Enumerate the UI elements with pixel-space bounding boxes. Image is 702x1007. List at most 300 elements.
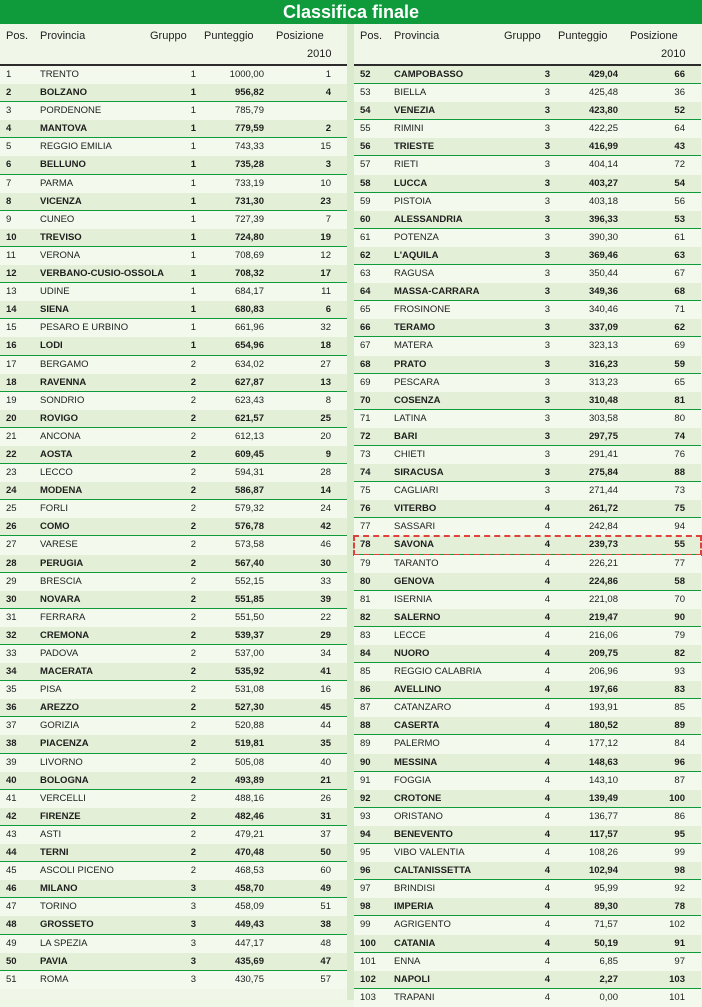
table-row [354, 536, 701, 554]
table-row [354, 862, 701, 880]
row-provincia: RIETI [394, 159, 419, 171]
row-gruppo: 3 [544, 123, 550, 135]
row-pos: 76 [360, 503, 371, 515]
row-pos: 51 [6, 973, 17, 985]
row-posizione-2010: 40 [320, 756, 331, 768]
row-pos: 89 [360, 738, 371, 750]
row-punteggio: 488,16 [234, 792, 264, 804]
header-gruppo: Gruppo [504, 30, 541, 42]
table-row [354, 808, 701, 826]
row-pos: 7 [6, 177, 12, 189]
row-pos: 58 [360, 177, 371, 189]
row-punteggio: 576,78 [234, 521, 264, 533]
row-provincia: BENEVENTO [394, 828, 453, 840]
row-provincia: ROVIGO [40, 412, 79, 424]
row-gruppo: 2 [190, 467, 196, 479]
row-gruppo: 4 [544, 901, 550, 913]
row-punteggio: 470,48 [234, 847, 264, 859]
row-posizione-2010: 90 [674, 611, 685, 623]
row-posizione-2010: 29 [320, 629, 331, 641]
row-provincia: NAPOLI [394, 973, 430, 985]
table-row [0, 844, 347, 862]
row-provincia: ASCOLI PICENO [40, 865, 114, 877]
row-gruppo: 2 [190, 629, 196, 641]
row-pos: 37 [6, 720, 17, 732]
row-punteggio: 313,23 [588, 376, 618, 388]
row-provincia: PESCARA [394, 376, 440, 388]
table-row [0, 500, 347, 518]
row-provincia: SALERNO [394, 611, 441, 623]
row-pos: 23 [6, 467, 17, 479]
row-posizione-2010: 54 [674, 177, 685, 189]
row-punteggio: 216,06 [588, 629, 618, 641]
row-provincia: FERRARA [40, 611, 86, 623]
row-punteggio: 735,28 [234, 159, 264, 171]
row-provincia: LECCO [40, 467, 73, 479]
table-row [354, 591, 701, 609]
table-row [0, 627, 347, 645]
row-posizione-2010: 31 [320, 810, 331, 822]
row-posizione-2010: 81 [674, 394, 685, 406]
row-pos: 85 [360, 666, 371, 678]
row-gruppo: 3 [190, 919, 196, 931]
header-posizione: Posizione [630, 30, 678, 42]
row-posizione-2010: 19 [320, 231, 331, 243]
row-gruppo: 1 [190, 195, 196, 207]
row-punteggio: 423,80 [588, 105, 618, 117]
header-anno: 2010 [307, 48, 332, 60]
column-divider [347, 24, 354, 1000]
row-pos: 73 [360, 448, 371, 460]
row-posizione-2010: 95 [674, 828, 685, 840]
row-pos: 5 [6, 141, 12, 153]
row-gruppo: 2 [190, 521, 196, 533]
table-row [354, 464, 701, 482]
row-gruppo: 3 [544, 177, 550, 189]
row-gruppo: 3 [544, 412, 550, 424]
table-row [354, 301, 701, 319]
row-provincia: LECCE [394, 629, 426, 641]
table-row [354, 772, 701, 790]
row-provincia: BELLUNO [40, 159, 86, 171]
table-row [354, 681, 701, 699]
table-row [0, 573, 347, 591]
table-row [0, 880, 347, 898]
row-punteggio: 275,84 [588, 467, 618, 479]
row-pos: 38 [6, 738, 17, 750]
row-posizione-2010: 60 [320, 865, 331, 877]
row-posizione-2010: 84 [674, 738, 685, 750]
row-provincia: RAGUSA [394, 268, 435, 280]
table-row [354, 935, 701, 953]
row-gruppo: 4 [544, 702, 550, 714]
row-posizione-2010: 52 [674, 105, 685, 117]
table-row [354, 916, 701, 934]
row-gruppo: 4 [544, 720, 550, 732]
row-punteggio: 102,94 [588, 865, 618, 877]
row-pos: 19 [6, 394, 17, 406]
row-posizione-2010: 70 [674, 593, 685, 605]
row-gruppo: 1 [190, 322, 196, 334]
row-provincia: SONDRIO [40, 394, 85, 406]
row-gruppo: 2 [190, 575, 196, 587]
row-punteggio: 627,87 [234, 376, 264, 388]
row-gruppo: 2 [190, 485, 196, 497]
row-provincia: COSENZA [394, 394, 441, 406]
row-punteggio: 95,99 [594, 883, 618, 895]
row-gruppo: 1 [190, 249, 196, 261]
row-punteggio: 708,69 [234, 249, 264, 261]
row-pos: 44 [6, 847, 17, 859]
row-pos: 45 [6, 865, 17, 877]
row-posizione-2010: 20 [320, 430, 331, 442]
row-pos: 34 [6, 666, 17, 678]
row-provincia: GENOVA [394, 575, 435, 587]
row-posizione-2010: 2 [325, 123, 331, 135]
row-pos: 102 [360, 973, 376, 985]
row-provincia: PORDENONE [40, 105, 102, 117]
row-posizione-2010: 103 [669, 973, 685, 985]
row-gruppo: 1 [190, 141, 196, 153]
row-pos: 100 [360, 937, 376, 949]
row-pos: 71 [360, 412, 371, 424]
row-posizione-2010: 56 [674, 195, 685, 207]
row-provincia: REGGIO CALABRIA [394, 666, 482, 678]
row-gruppo: 4 [544, 684, 550, 696]
table-row [354, 518, 701, 536]
row-punteggio: 621,57 [234, 412, 264, 424]
row-posizione-2010: 79 [674, 629, 685, 641]
row-provincia: VERCELLI [40, 792, 86, 804]
row-gruppo: 4 [544, 738, 550, 750]
row-posizione-2010: 72 [674, 159, 685, 171]
row-provincia: AOSTA [40, 448, 73, 460]
row-pos: 6 [6, 159, 12, 171]
row-posizione-2010: 83 [674, 684, 685, 696]
table-row [0, 735, 347, 753]
row-posizione-2010: 64 [674, 123, 685, 135]
row-pos: 92 [360, 792, 371, 804]
row-pos: 61 [360, 231, 371, 243]
table-row [0, 356, 347, 374]
row-gruppo: 4 [544, 539, 550, 551]
row-provincia: MATERA [394, 340, 433, 352]
table-row [354, 555, 701, 573]
row-punteggio: 539,37 [234, 629, 264, 641]
row-pos: 20 [6, 412, 17, 424]
row-provincia: VITERBO [394, 503, 437, 515]
row-posizione-2010: 41 [320, 666, 331, 678]
row-provincia: BIELLA [394, 87, 427, 99]
row-punteggio: 404,14 [588, 159, 618, 171]
row-provincia: MANTOVA [40, 123, 88, 135]
row-punteggio: 2,27 [599, 973, 618, 985]
table-row [0, 392, 347, 410]
row-posizione-2010: 67 [674, 268, 685, 280]
row-pos: 9 [6, 213, 12, 225]
row-pos: 65 [360, 304, 371, 316]
row-pos: 63 [360, 268, 371, 280]
table-row [0, 410, 347, 428]
row-provincia: ROMA [40, 973, 69, 985]
row-punteggio: 108,26 [588, 847, 618, 859]
row-posizione-2010: 42 [320, 521, 331, 533]
row-gruppo: 3 [190, 901, 196, 913]
row-provincia: ALESSANDRIA [394, 213, 463, 225]
row-provincia: VENEZIA [394, 105, 436, 117]
row-punteggio: 206,96 [588, 666, 618, 678]
row-gruppo: 4 [544, 847, 550, 859]
row-pos: 4 [6, 123, 12, 135]
row-punteggio: 634,02 [234, 358, 264, 370]
table-row [0, 319, 347, 337]
row-gruppo: 2 [190, 593, 196, 605]
table-row [0, 609, 347, 627]
table-row [354, 717, 701, 735]
table-row [0, 446, 347, 464]
row-pos: 52 [360, 69, 371, 80]
row-punteggio: 505,08 [234, 756, 264, 768]
row-punteggio: 661,96 [234, 322, 264, 334]
row-pos: 33 [6, 648, 17, 659]
row-punteggio: 520,88 [234, 720, 264, 732]
row-gruppo: 2 [190, 557, 196, 569]
row-posizione-2010: 58 [674, 575, 685, 587]
row-provincia: TREVISO [40, 231, 82, 243]
row-provincia: FORLI [40, 503, 68, 515]
row-posizione-2010: 22 [320, 611, 331, 623]
row-provincia: VICENZA [40, 195, 82, 207]
row-posizione-2010: 69 [674, 340, 685, 352]
table-row [0, 790, 347, 808]
row-posizione-2010: 21 [320, 774, 331, 786]
row-provincia: GORIZIA [40, 720, 80, 732]
row-posizione-2010: 32 [320, 322, 331, 334]
row-punteggio: 479,21 [234, 828, 264, 840]
row-gruppo: 3 [544, 69, 550, 80]
row-punteggio: 435,69 [234, 955, 264, 967]
row-provincia: CATANIA [394, 937, 436, 949]
row-punteggio: 586,87 [234, 485, 264, 497]
row-punteggio: 350,44 [588, 268, 618, 280]
table-row [0, 156, 347, 174]
row-punteggio: 148,63 [588, 756, 618, 768]
row-gruppo: 1 [190, 340, 196, 352]
row-provincia: FIRENZE [40, 810, 81, 822]
row-gruppo: 2 [190, 448, 196, 460]
row-punteggio: 429,04 [588, 69, 618, 80]
row-gruppo: 4 [544, 919, 550, 931]
row-provincia: AVELLINO [394, 684, 442, 696]
row-provincia: TRENTO [40, 69, 79, 80]
row-pos: 101 [360, 955, 376, 967]
row-pos: 46 [6, 883, 17, 895]
row-gruppo: 2 [190, 430, 196, 442]
row-pos: 99 [360, 919, 371, 931]
table-row [0, 953, 347, 971]
row-gruppo: 3 [544, 467, 550, 479]
row-gruppo: 3 [544, 141, 550, 153]
row-gruppo: 3 [544, 358, 550, 370]
row-punteggio: 139,49 [588, 792, 618, 804]
row-provincia: CROTONE [394, 792, 442, 804]
row-gruppo: 1 [190, 268, 196, 280]
table-row [354, 356, 701, 374]
table-row [354, 627, 701, 645]
row-posizione-2010: 73 [674, 485, 685, 497]
row-pos: 1 [6, 69, 12, 80]
row-punteggio: 537,00 [234, 648, 264, 659]
row-posizione-2010: 78 [674, 901, 685, 913]
row-pos: 79 [360, 557, 371, 569]
row-punteggio: 733,19 [234, 177, 264, 189]
row-posizione-2010: 75 [674, 503, 685, 515]
table-body [354, 66, 701, 1007]
table-row [354, 953, 701, 971]
row-posizione-2010: 93 [674, 666, 685, 678]
row-provincia: POTENZA [394, 231, 439, 243]
table-row [0, 826, 347, 844]
row-punteggio: 340,46 [588, 304, 618, 316]
table-body [0, 66, 347, 989]
row-pos: 75 [360, 485, 371, 497]
row-provincia: BRINDISI [394, 883, 436, 895]
ranking-table-left [0, 24, 347, 1000]
row-posizione-2010: 89 [674, 720, 685, 732]
table-row [0, 699, 347, 717]
row-posizione-2010: 25 [320, 412, 331, 424]
row-provincia: VERONA [40, 249, 81, 261]
row-pos: 22 [6, 448, 17, 460]
row-pos: 47 [6, 901, 17, 913]
header-gruppo: Gruppo [150, 30, 187, 42]
row-provincia: ISERNIA [394, 593, 433, 605]
row-provincia: TORINO [40, 901, 77, 913]
row-pos: 93 [360, 810, 371, 822]
table-row [354, 880, 701, 898]
row-gruppo: 2 [190, 376, 196, 388]
row-posizione-2010: 49 [320, 883, 331, 895]
header-pos: Pos. [360, 30, 383, 42]
row-punteggio: 612,13 [234, 430, 264, 442]
row-posizione-2010: 11 [321, 286, 331, 298]
row-posizione-2010: 92 [674, 883, 685, 895]
row-provincia: MILANO [40, 883, 78, 895]
row-gruppo: 1 [190, 69, 196, 80]
row-punteggio: 6,85 [599, 955, 618, 967]
row-provincia: SASSARI [394, 521, 436, 533]
row-gruppo: 4 [544, 629, 550, 641]
row-provincia: AGRIGENTO [394, 919, 451, 931]
row-posizione-2010: 27 [320, 358, 331, 370]
row-provincia: VIBO VALENTIA [394, 847, 465, 859]
table-row [0, 102, 347, 120]
row-provincia: LODI [40, 340, 63, 352]
table-row [0, 754, 347, 772]
table-row [354, 573, 701, 591]
row-gruppo: 3 [190, 955, 196, 967]
row-gruppo: 4 [544, 991, 550, 1003]
row-posizione-2010: 45 [320, 702, 331, 714]
row-punteggio: 609,45 [234, 448, 264, 460]
row-punteggio: 468,53 [234, 865, 264, 877]
row-punteggio: 458,70 [234, 883, 264, 895]
row-punteggio: 535,92 [234, 666, 264, 678]
row-punteggio: 71,57 [594, 919, 618, 931]
table-row [0, 283, 347, 301]
row-posizione-2010: 53 [674, 213, 685, 225]
row-punteggio: 447,17 [234, 937, 264, 949]
row-provincia: ASTI [40, 828, 62, 840]
row-gruppo: 4 [544, 648, 550, 659]
row-pos: 69 [360, 376, 371, 388]
row-provincia: PADOVA [40, 648, 79, 659]
row-punteggio: 684,17 [234, 286, 264, 298]
row-gruppo: 2 [190, 503, 196, 515]
row-posizione-2010: 57 [320, 973, 331, 985]
row-punteggio: 226,21 [588, 557, 618, 569]
table-row [0, 971, 347, 989]
row-provincia: GROSSETO [40, 919, 94, 931]
row-posizione-2010: 1 [325, 69, 331, 80]
row-posizione-2010: 51 [320, 901, 331, 913]
row-gruppo: 4 [544, 503, 550, 515]
row-gruppo: 3 [544, 195, 550, 207]
table-row [0, 862, 347, 880]
row-provincia: PAVIA [40, 955, 68, 967]
row-punteggio: 724,80 [234, 231, 264, 243]
row-pos: 59 [360, 195, 371, 207]
row-gruppo: 3 [544, 286, 550, 298]
row-posizione-2010: 30 [320, 557, 331, 569]
table-row [0, 374, 347, 392]
row-punteggio: 449,43 [234, 919, 264, 931]
row-gruppo: 2 [190, 358, 196, 370]
row-pos: 21 [6, 430, 17, 442]
row-posizione-2010: 3 [325, 159, 331, 171]
row-gruppo: 3 [544, 322, 550, 334]
row-provincia: BRESCIA [40, 575, 82, 587]
row-pos: 18 [6, 376, 17, 388]
page-title: Classifica finale [282, 1, 420, 22]
row-gruppo: 2 [190, 648, 196, 659]
row-pos: 72 [360, 430, 371, 442]
row-provincia: CUNEO [40, 213, 75, 225]
row-posizione-2010: 36 [674, 87, 685, 99]
row-punteggio: 261,72 [588, 503, 618, 515]
table-row [354, 319, 701, 337]
row-gruppo: 4 [544, 666, 550, 678]
row-punteggio: 337,09 [588, 322, 618, 334]
row-provincia: CREMONA [40, 629, 90, 641]
header-punteggio: Punteggio [558, 30, 608, 42]
row-punteggio: 143,10 [588, 774, 618, 786]
row-pos: 41 [6, 792, 17, 804]
row-pos: 15 [6, 322, 17, 334]
row-pos: 16 [6, 340, 17, 352]
table-row [354, 898, 701, 916]
row-gruppo: 3 [544, 304, 550, 316]
header-pos: Pos. [6, 30, 29, 42]
header-punteggio: Punteggio [204, 30, 254, 42]
row-provincia: SIENA [40, 304, 70, 316]
row-pos: 50 [6, 955, 17, 967]
row-provincia: IMPERIA [394, 901, 434, 913]
title-bar [0, 0, 702, 24]
row-pos: 60 [360, 213, 371, 225]
row-provincia: BOLZANO [40, 87, 87, 99]
table-row [354, 826, 701, 844]
